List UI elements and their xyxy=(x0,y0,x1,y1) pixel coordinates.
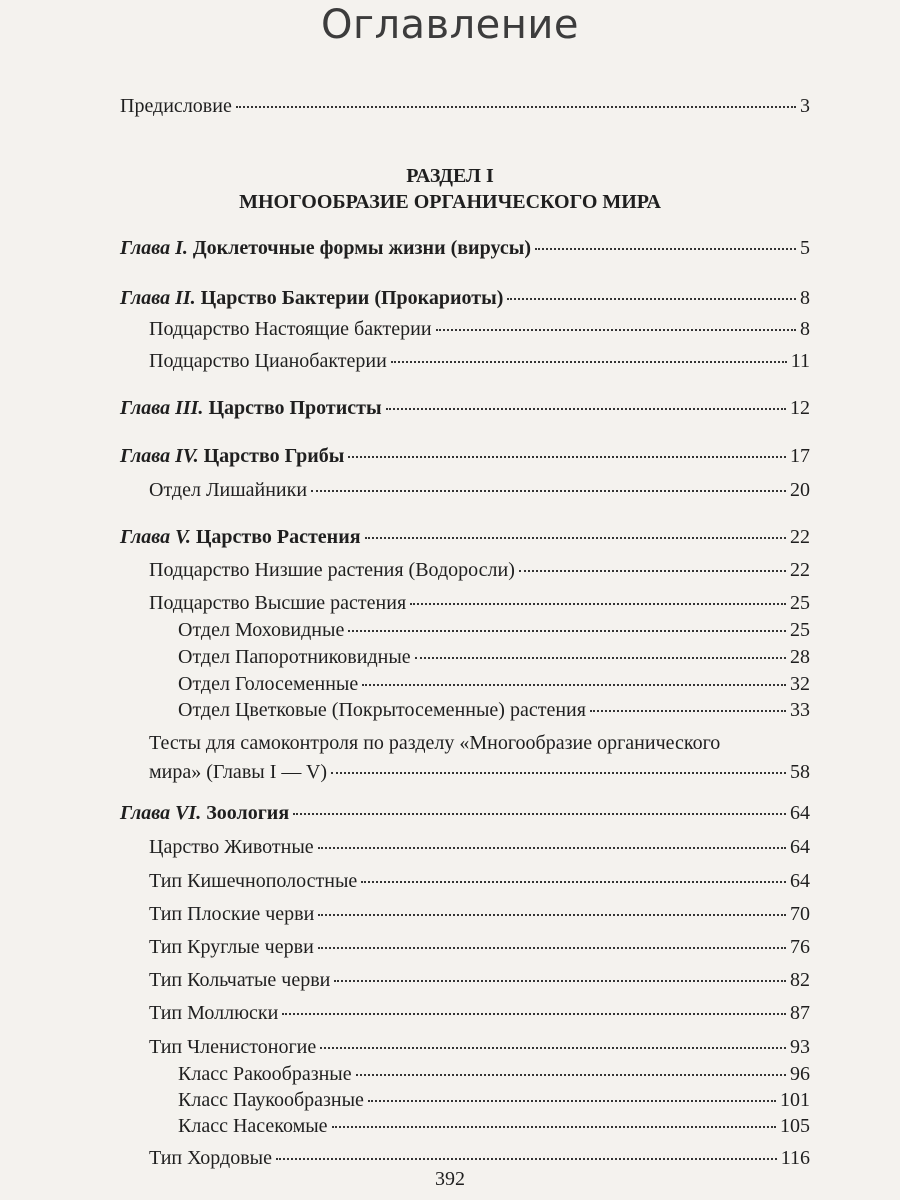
dot-leader xyxy=(361,881,786,883)
toc-entry-chapter-1[interactable] xyxy=(120,235,810,261)
entry-label: Отдел Моховидные xyxy=(178,619,345,641)
toc-entry[interactable] xyxy=(178,697,810,723)
entry-page: 22 xyxy=(790,559,810,581)
entry-page: 25 xyxy=(790,592,810,614)
entry-label: Тип Кишечнополостные xyxy=(149,870,358,892)
toc-entry-chapter-5[interactable] xyxy=(120,524,810,550)
entry-label: Царство Грибы xyxy=(203,445,345,467)
toc-entry[interactable] xyxy=(149,967,810,993)
entry-page: 33 xyxy=(790,699,810,721)
entry-label: Тип Хордовые xyxy=(149,1147,272,1169)
dot-leader xyxy=(410,603,786,605)
dot-leader xyxy=(311,490,786,492)
entry-label: Доклеточные формы жизни (вирусы) xyxy=(192,237,531,259)
entry-page: 64 xyxy=(790,836,810,858)
dot-leader xyxy=(356,1074,786,1076)
chapter-prefix: Глава I. xyxy=(120,237,188,259)
toc-entry[interactable] xyxy=(178,1113,810,1139)
entry-page: 105 xyxy=(780,1115,810,1137)
footer-page-number: 392 xyxy=(435,1168,465,1190)
dot-leader xyxy=(362,684,786,686)
entry-page: 76 xyxy=(790,936,810,958)
entry-label: Класс Ракообразные xyxy=(178,1063,352,1085)
toc-entry-tests[interactable] xyxy=(149,729,810,787)
toc-entry-preface[interactable] xyxy=(120,93,810,119)
chapter-prefix: Глава V. xyxy=(120,526,191,548)
dot-leader xyxy=(276,1158,777,1160)
entry-label: Подцарство Высшие растения xyxy=(149,592,407,614)
dot-leader xyxy=(590,710,786,712)
chapter-prefix: Глава II. xyxy=(120,287,196,309)
dot-leader xyxy=(436,329,796,331)
chapter-prefix: Глава IV. xyxy=(120,445,199,467)
entry-label: Подцарство Цианобактерии xyxy=(149,350,387,372)
entry-page: 82 xyxy=(790,969,810,991)
entry-page: 8 xyxy=(800,287,810,309)
entry-page: 101 xyxy=(780,1089,810,1111)
entry-label-line2: мира» (Главы I — V) xyxy=(149,761,328,783)
toc-entry[interactable] xyxy=(149,590,810,616)
dot-leader xyxy=(282,1013,786,1015)
entry-page: 3 xyxy=(800,95,810,117)
toc-entry[interactable] xyxy=(149,477,810,503)
entry-page: 11 xyxy=(790,350,810,372)
toc-entry[interactable] xyxy=(149,316,810,342)
entry-page: 64 xyxy=(790,870,810,892)
entry-page: 25 xyxy=(790,619,810,641)
toc-entry[interactable] xyxy=(178,617,810,643)
dot-leader xyxy=(332,1126,776,1128)
entry-label: Подцарство Низшие растения (Водоросли) xyxy=(149,559,515,581)
entry-label: Отдел Голосеменные xyxy=(178,673,359,695)
entry-page: 58 xyxy=(790,761,810,783)
entry-label: Тип Кольчатые черви xyxy=(149,969,331,991)
entry-page: 8 xyxy=(800,318,810,340)
entry-page: 93 xyxy=(790,1036,810,1058)
toc-entry-chapter-2[interactable] xyxy=(120,285,810,311)
entry-page: 96 xyxy=(790,1063,810,1085)
dot-leader xyxy=(348,630,786,632)
entry-label: Царство Растения xyxy=(195,526,361,548)
dot-leader xyxy=(318,947,786,949)
dot-leader xyxy=(507,298,796,300)
entry-page: 116 xyxy=(780,1147,810,1169)
dot-leader xyxy=(236,106,796,108)
entry-label: Тип Моллюски xyxy=(149,1002,279,1024)
entry-page: 28 xyxy=(790,646,810,668)
toc-entry-chapter-3[interactable] xyxy=(120,395,810,421)
toc-entry[interactable] xyxy=(149,1000,810,1026)
section-number: РАЗДЕЛ I xyxy=(406,165,494,187)
entry-label: Тип Плоские черви xyxy=(149,903,315,925)
dot-leader xyxy=(519,570,786,572)
entry-label: Тип Членистоногие xyxy=(149,1036,317,1058)
dot-leader xyxy=(365,537,786,539)
entry-label: Подцарство Настоящие бактерии xyxy=(149,318,432,340)
toc-entry[interactable] xyxy=(149,834,810,860)
entry-label: Класс Паукообразные xyxy=(178,1089,364,1111)
dot-leader xyxy=(334,980,786,982)
toc-entry[interactable] xyxy=(149,1034,810,1060)
toc-entry[interactable] xyxy=(178,1087,810,1113)
dot-leader xyxy=(368,1100,776,1102)
entry-page: 64 xyxy=(790,802,810,824)
entry-page: 32 xyxy=(790,673,810,695)
dot-leader xyxy=(391,361,787,363)
toc-entry[interactable] xyxy=(178,1061,810,1087)
chapter-prefix: Глава VI. xyxy=(120,802,202,824)
dot-leader xyxy=(415,657,786,659)
entry-page: 5 xyxy=(800,237,810,259)
toc-entry[interactable] xyxy=(178,644,810,670)
entry-label: Тип Круглые черви xyxy=(149,936,314,958)
entry-label: Царство Бактерии (Прокариоты) xyxy=(200,287,504,309)
entry-label: Зоология xyxy=(206,802,290,824)
entry-page: 20 xyxy=(790,479,810,501)
dot-leader xyxy=(318,847,786,849)
chapter-prefix: Глава III. xyxy=(120,397,204,419)
toc-entry[interactable] xyxy=(149,557,810,583)
dot-leader xyxy=(293,813,786,815)
entry-label: Предисловие xyxy=(120,95,232,117)
toc-entry-chapter-4[interactable] xyxy=(120,443,810,469)
entry-label: Отдел Лишайники xyxy=(149,479,308,501)
entry-label: Царство Животные xyxy=(149,836,314,858)
toc-entry[interactable] xyxy=(178,671,810,697)
entry-page: 12 xyxy=(790,397,810,419)
entry-label: Класс Насекомые xyxy=(178,1115,328,1137)
entry-page: 17 xyxy=(790,445,810,467)
toc-entry[interactable] xyxy=(149,868,810,894)
toc-entry-chapter-6[interactable] xyxy=(120,800,810,826)
dot-leader xyxy=(348,456,786,458)
toc-entry[interactable] xyxy=(149,901,810,927)
entry-label-line1: Тесты для самоконтроля по разделу «Многообразие органического xyxy=(149,732,721,754)
dot-leader xyxy=(318,914,786,916)
page-title: Оглавление xyxy=(320,2,580,48)
entry-label: Отдел Цветковые (Покрытосеменные) растения xyxy=(178,699,586,721)
section-title: МНОГООБРАЗИЕ ОРГАНИЧЕСКОГО МИРА xyxy=(239,191,661,213)
entry-page: 87 xyxy=(790,1002,810,1024)
entry-label: Царство Протисты xyxy=(208,397,382,419)
entry-page: 70 xyxy=(790,903,810,925)
dot-leader xyxy=(386,408,786,410)
dot-leader xyxy=(320,1047,786,1049)
entry-label: Отдел Папоротниковидные xyxy=(178,646,411,668)
toc-entry[interactable] xyxy=(149,348,810,374)
dot-leader xyxy=(535,248,796,250)
dot-leader xyxy=(331,772,786,774)
toc-entry[interactable] xyxy=(149,934,810,960)
entry-page: 22 xyxy=(790,526,810,548)
